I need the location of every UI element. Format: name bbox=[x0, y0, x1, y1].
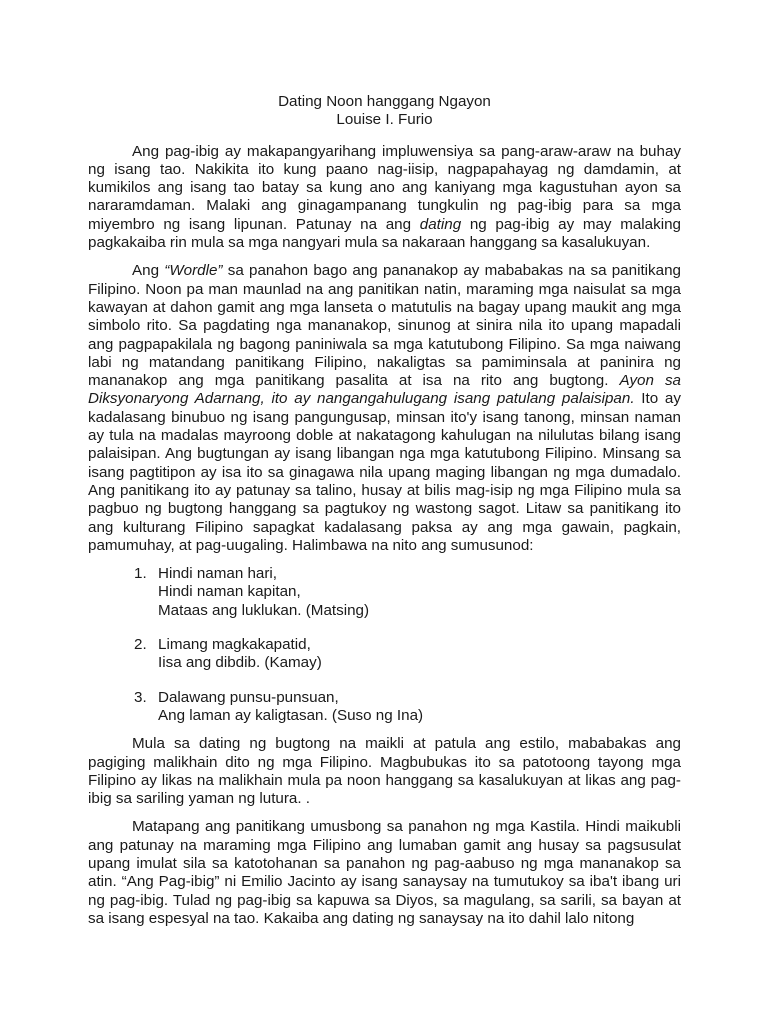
paragraph-2-end: Ito ay kadalasang binubuo ng isang pangungusap, minsan ito'y isang tanong, minsan naman ay tula na madalas mayroong doble at nakatagong kahulugan na nilulutas bilang isang palaisipan. Ang bugtungan ay isang libangan nga mga katutubong Filipino. Minsang sa isang pagtitipon ay isa ito sa ginagawa nila upang maging libangan ng mga dumadalo. Ang panitikang ito ay patunay sa talino, husay at bilis mag-isip ng mga Filipino mula sa pagbuo ng bugtong hanggang sa pagtukoy ng wastong sagot. Litaw sa panitikang ito ang kulturang Filipino sapagkat kadalasang paksa ay ang mga gawain, pagkain, pamumuhay, at pag-uugaling. Halimbawa na nito ang sumusunod: bbox=[88, 390, 681, 554]
riddle-line: Iisa ang dibdib. (Kamay) bbox=[158, 654, 322, 672]
riddle-item bbox=[88, 565, 681, 620]
paragraph-1-text: Ang pag-ibig ay makapangyarihang impluwensiya sa pang-araw-araw na buhay ng isang tao. Nakikita ito kung paano nag-iisip, nagpapahayag ng damdamin, at kumikilos ang isang tao batay sa kung ano ang kaniyang mga kagustuhan ayon sa nararamdaman. Malaki ang ginagampanang tungkulin ng pag-ibig para sa mga miyembro ng isang lipunan. Patunay na ang bbox=[88, 142, 681, 233]
paragraph-2 bbox=[88, 262, 681, 555]
paragraph-2-mid: sa panahon bago ang pananakop ay mababakas na sa panitikang Filipino. Noon pa man maunlad na ang panitikan natin, maraming mga naisulat sa mga kawayan at dahon gamit ang mga lanseta o matutulis na bagay upang maukit ang mga simbolo rito. Sa pagdating nga mananakop, sinunog at sinira nila ito upang mapadali ang pagpapakilala ng bagong paniniwala sa mga katutubong Filipino. Sa mga naiwang labi ng matandang panitikang Filipino, nakaligtas sa pamiminsala at paninira ng mananakop ang mga panitikang pasalita at isa na rito ang bugtong. bbox=[88, 262, 681, 390]
paragraph-4: Matapang ang panitikang umusbong sa panahon ng mga Kastila. Hindi maikubli ang patunay na maraming mga Filipino ang lumaban gamit ang husay sa pagsusulat upang imulat sila sa katotohanan sa panahon ng pag-aabuso ng mga mananakop sa atin. “Ang Pag-ibig” ni Emilio Jacinto ay isang sanaysay na tumutukoy sa iba't ibang uri ng pag-ibig. Tulad ng pag-ibig sa kapuwa sa Diyos, sa magulang, sa sarili, sa bayan at sa isang espesyal na tao. Kakaiba ang dating ng sanaysay na ito dahil lalo nitong bbox=[88, 818, 681, 927]
riddle-line: Dalawang punsu-punsuan, bbox=[158, 688, 339, 706]
riddle-line: Hindi naman kapitan, bbox=[158, 583, 301, 601]
riddle-item bbox=[88, 689, 681, 726]
riddle-list bbox=[88, 565, 681, 725]
paragraph-2-start: Ang bbox=[132, 262, 160, 280]
riddle-number: 2. bbox=[134, 636, 147, 654]
paragraph-2-italic-definition: Ayon sa Diksyonaryong Adarnang, ito ay nangangahulugang isang patulang palaisipan. bbox=[88, 372, 681, 408]
riddle-line: Limang magkakapatid, bbox=[158, 636, 311, 654]
paragraph-1-italic: dating bbox=[419, 215, 462, 233]
riddle-number: 1. bbox=[134, 565, 147, 583]
riddle-line: Ang laman ay kaligtasan. (Suso ng Ina) bbox=[158, 706, 424, 724]
paragraph-1-end: ng pag-ibig ay may malaking pagkakaiba rin mula sa mga nangyari mula sa nakaraan hanggang sa kasalukuyan. bbox=[88, 215, 681, 252]
paragraph-2-italic-wordle: “Wordle” bbox=[164, 262, 223, 280]
document-author: Louise I. Furio bbox=[336, 111, 433, 129]
riddle-item bbox=[88, 636, 681, 673]
riddle-number: 3. bbox=[134, 688, 147, 706]
paragraph-3: Mula sa dating ng bugtong na maikli at patula ang estilo, mababakas ang pagiging malikhain dito ng mga Filipino. Magbubukas ito sa patotoong tayong mga Filipino ay likas na malikhain mula pa noon hanggang sa kasalukuyan at likas ang pag-ibig sa sariling yaman ng lutura. . bbox=[88, 735, 681, 808]
paragraph-1 bbox=[88, 143, 681, 253]
riddle-line: Mataas ang luklukan. (Matsing) bbox=[158, 601, 370, 619]
document-title: Dating Noon hanggang Ngayon bbox=[278, 93, 491, 110]
riddle-line: Hindi naman hari, bbox=[158, 565, 278, 583]
title-block bbox=[88, 93, 681, 130]
document-body bbox=[88, 93, 681, 928]
